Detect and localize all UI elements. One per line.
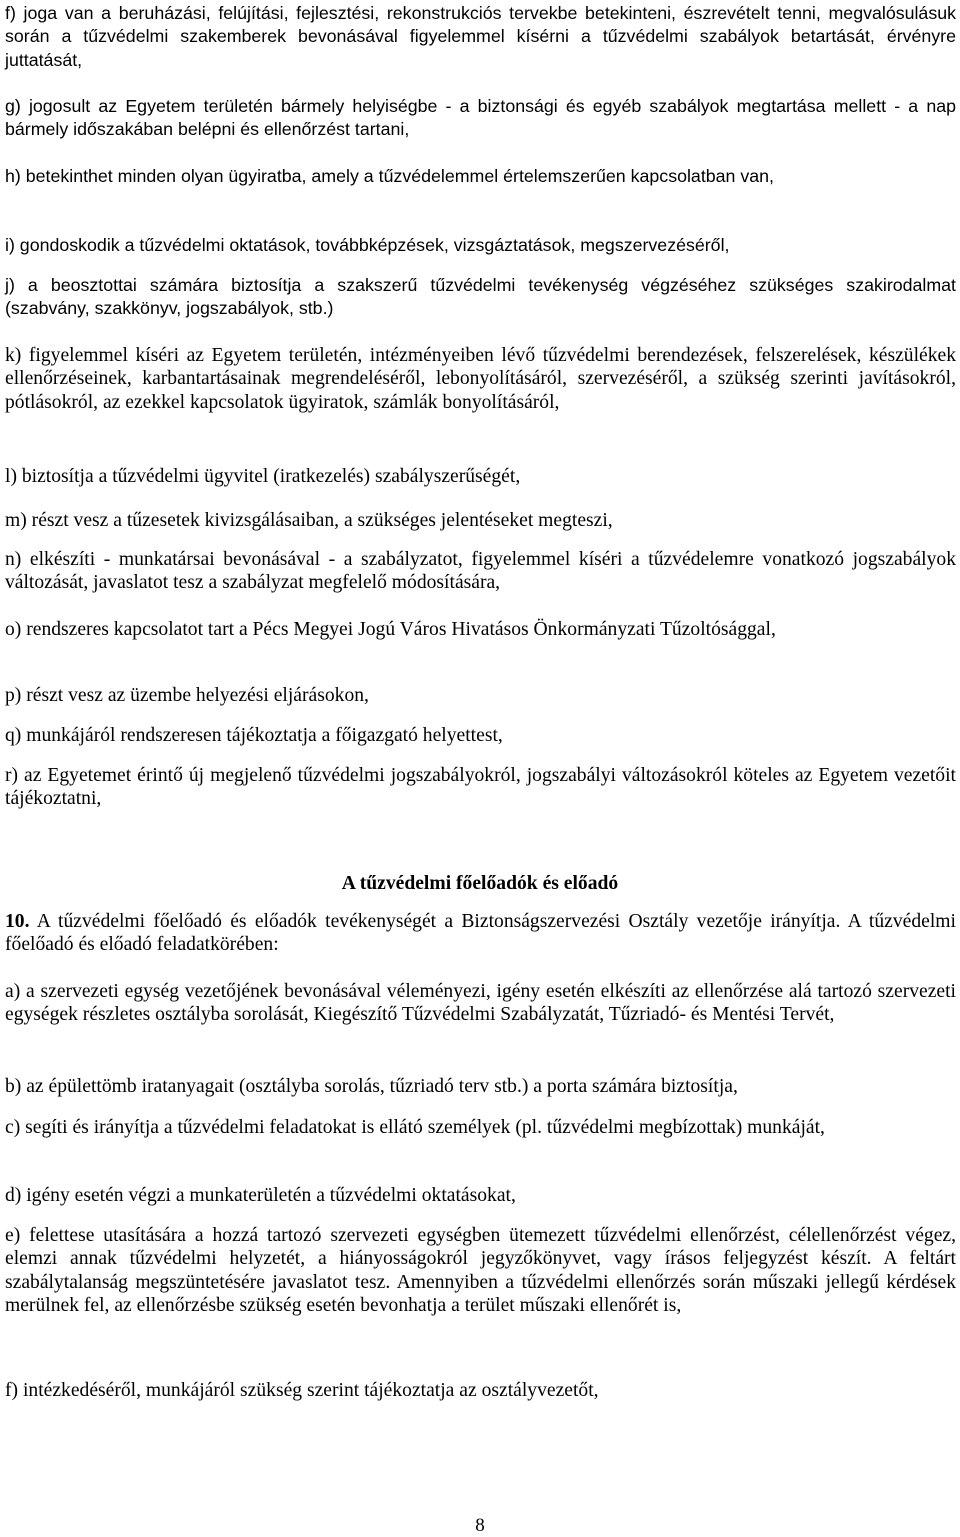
task-item-e: e) felettese utasítására a hozzá tartozó szervezeti egységben ütemezett tűzvédelmi ellenőrzést, célellenőrzést végez, elemzi annak tűzvédelmi helyzetét, a hiányosságokról jegyzőkönyvet, vagy írásos feljegyzést készít. A feltárt szabálytalanság megszüntetésére javaslatot tesz. Amennyiben a tűzvédelmi ellenőrzés során műszaki jellegű kérdések merülnek fel, az ellenőrzésbe szükség esetén bevonhatja a terület műszaki ellenőrét is, xyxy=(5,1225,956,1317)
list-item-n: n) elkészíti - munkatársai bevonásával - a szabályzatot, figyelemmel kíséri a tűzvédelemre vonatkozó jogszabályok változását, javaslatot tesz a szabályzat megfelelő módosítására, xyxy=(5,549,956,594)
section-number: 10. xyxy=(5,911,30,932)
page-number: 8 xyxy=(475,1515,485,1536)
task-item-c: c) segíti és irányítja a tűzvédelmi feladatokat is ellátó személyek (pl. tűzvédelmi megbízottak) munkáját, xyxy=(5,1117,825,1138)
list-item-j: j) a beosztottai számára biztosítja a szakszerű tűzvédelmi tevékenység végzéséhez szükséges szakirodalmat (szabvány, szakkönyv, jogszabályok, stb.) xyxy=(5,275,956,319)
task-item-f: f) intézkedéséről, munkájáról szükség szerint tájékoztatja az osztályvezetőt, xyxy=(5,1380,599,1401)
task-item-b: b) az épülettömb iratanyagait (osztályba sorolás, tűzriadó terv stb.) a porta számára biztosítja, xyxy=(5,1076,738,1097)
list-item-l: l) biztosítja a tűzvédelmi ügyvitel (iratkezelés) szabályszerűségét, xyxy=(5,466,521,487)
list-item-g: g) jogosult az Egyetem területén bármely helyiségbe - a biztonsági és egyéb szabályok megtartása mellett - a nap bármely időszakában belépni és ellenőrzést tartani, xyxy=(5,96,956,140)
list-item-h: h) betekinthet minden olyan ügyiratba, amely a tűzvédelemmel értelemszerűen kapcsolatban van, xyxy=(5,166,774,186)
task-item-d: d) igény esetén végzi a munkaterületén a tűzvédelmi oktatásokat, xyxy=(5,1185,516,1206)
list-item-f: f) joga van a beruházási, felújítási, fejlesztési, rekonstrukciós tervekbe betekinteni, észrevételt tenni, megvalósulásuk során a tűzvédelmi szakemberek bevonásával figyelemmel kísérni a tűzvédelmi szabályok betartását, érvényre juttatását, xyxy=(5,3,956,70)
list-item-p: p) részt vesz az üzembe helyezési eljárásokon, xyxy=(5,685,369,706)
section-10-text: A tűzvédelmi főelőadó és előadók tevékenységét a Biztonságszervezési Osztály vezetője irányítja. A tűzvédelmi főelőadó és előadó feladatkörében: xyxy=(5,911,956,956)
section-heading: A tűzvédelmi főelőadók és előadó xyxy=(341,873,619,894)
list-item-o: o) rendszeres kapcsolatot tart a Pécs Megyei Jogú Város Hivatásos Önkormányzati Tűzoltósággal, xyxy=(5,619,776,640)
list-item-k: k) figyelemmel kíséri az Egyetem területén, intézményeiben lévő tűzvédelmi berendezések, felszerelések, készülékek ellenőrzéseinek, karbantartásainak megrendeléséről, lebonyolításáról, szervezéséről, a szükség szerinti javításokról, pótlásokról, az ezekkel kapcsolatok ügyiratok, számlák bonyolításáról, xyxy=(5,345,956,413)
list-item-q: q) munkájáról rendszeresen tájékoztatja a főigazgató helyettest, xyxy=(5,725,503,746)
list-item-r: r) az Egyetemet érintő új megjelenő tűzvédelmi jogszabályokról, jogszabályi változásokról köteles az Egyetem vezetőit tájékoztatni, xyxy=(5,765,956,810)
list-item-m: m) részt vesz a tűzesetek kivizsgálásaiban, a szükséges jelentéseket megteszi, xyxy=(5,510,613,531)
section-10-paragraph xyxy=(5,910,956,957)
list-item-i: i) gondoskodik a tűzvédelmi oktatások, továbbképzések, vizsgáztatások, megszervezéséről, xyxy=(5,235,730,255)
task-item-a: a) a szervezeti egység vezetőjének bevonásával véleményezi, igény esetén elkészíti az ellenőrzése alá tartozó szervezeti egységek részletes osztályba sorolását, Kiegészítő Tűzvédelmi Szabályzatát, Tűzriadó- és Mentési Tervét, xyxy=(5,981,956,1026)
